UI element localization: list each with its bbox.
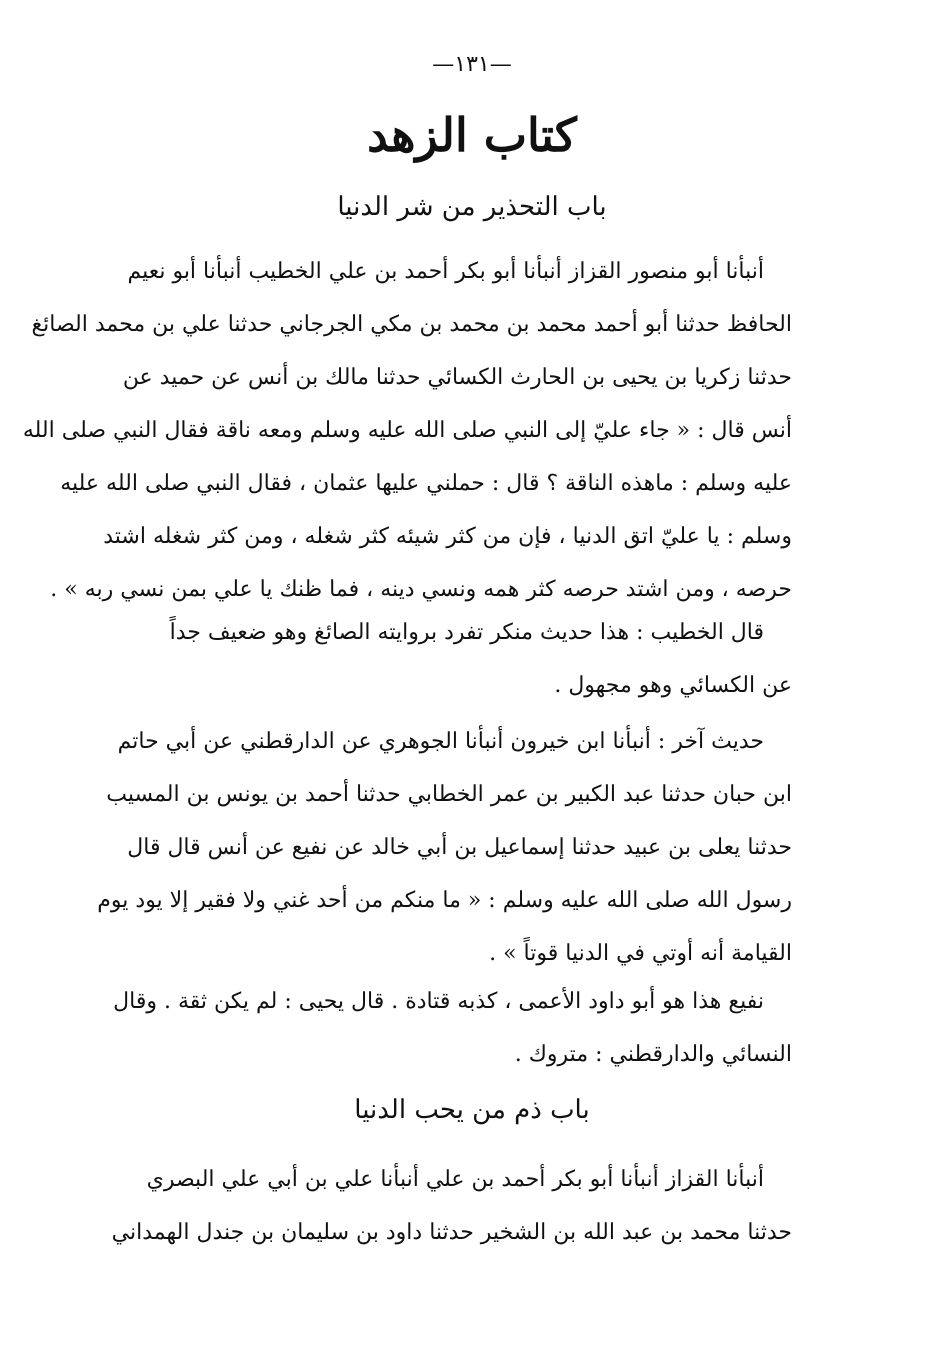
- paragraph: [113, 975, 792, 1081]
- text-line: حدثنا يعلى بن عبيد حدثنا إسماعيل بن أبي خالد عن نفيع عن أنس قال قال: [127, 835, 792, 860]
- paragraph: [22, 245, 792, 616]
- text-line: عن الكسائي وهو مجهول .: [554, 673, 792, 698]
- text-line: القيامة أنه أوتي في الدنيا قوتاً » .: [489, 941, 792, 966]
- paragraph: [152, 606, 792, 712]
- text-line: حدثنا زكريا بن يحيى بن الحارث الكسائي حدثنا مالك بن أنس عن حميد عن: [122, 365, 792, 390]
- text-line: رسول الله صلى الله عليه وسلم : « ما منكم من أحد غني ولا فقير إلا يود يوم: [97, 888, 792, 913]
- text-line: نفيع هذا هو أبو داود الأعمى ، كذبه قتادة . قال يحيى : لم يكن ثقة . وقال: [113, 989, 764, 1014]
- text-line: الحافظ حدثنا أبو أحمد محمد بن محمد بن مكي الجرجاني حدثنا علي بن محمد الصائغ: [31, 312, 792, 337]
- text-line: حديث آخر : أنبأنا ابن خيرون أنبأنا الجوهري عن الدارقطني عن أبي حاتم: [117, 729, 764, 754]
- text-line: وسلم : يا عليّ اتق الدنيا ، فإن من كثر شيئه كثر شغله ، ومن كثر شغله اشتد: [103, 524, 792, 549]
- paragraph: [97, 715, 792, 980]
- text-line: عليه وسلم : ماهذه الناقة ؟ قال : حملني عليها عثمان ، فقال النبي صلى الله عليه: [60, 471, 792, 496]
- paragraph: [111, 1153, 792, 1259]
- text-line: ابن حبان حدثنا عبد الكبير بن عمر الخطابي حدثنا أحمد بن يونس بن المسيب: [106, 782, 792, 807]
- page-number: —١٣١—: [432, 52, 512, 77]
- text-line: حرصه ، ومن اشتد حرصه كثر همه ونسي دينه ، فما ظنك يا علي بمن نسي ربه » .: [50, 577, 792, 602]
- chapter-title: باب ذم من يحب الدنيا: [354, 1095, 590, 1125]
- text-line: النسائي والدارقطني : متروك .: [514, 1042, 792, 1067]
- chapter-title: باب التحذير من شر الدنيا: [337, 192, 607, 222]
- text-line: أنبأنا القزاز أنبأنا أبو بكر أحمد بن علي أنبأنا علي بن أبي علي البصري: [146, 1167, 764, 1192]
- text-line: حدثنا محمد بن عبد الله بن الشخير حدثنا داود بن سليمان بن جندل الهمداني: [111, 1220, 792, 1245]
- text-line: أنبأنا أبو منصور القزاز أنبأنا أبو بكر أحمد بن علي الخطيب أنبأنا أبو نعيم: [127, 259, 764, 284]
- text-line: أنس قال : « جاء عليّ إلى النبي صلى الله عليه وسلم ومعه ناقة فقال النبي صلى الله: [22, 418, 792, 443]
- text-line: قال الخطيب : هذا حديث منكر تفرد بروايته الصائغ وهو ضعيف جداً: [169, 620, 764, 645]
- book-title: كتاب الزهد: [367, 108, 577, 162]
